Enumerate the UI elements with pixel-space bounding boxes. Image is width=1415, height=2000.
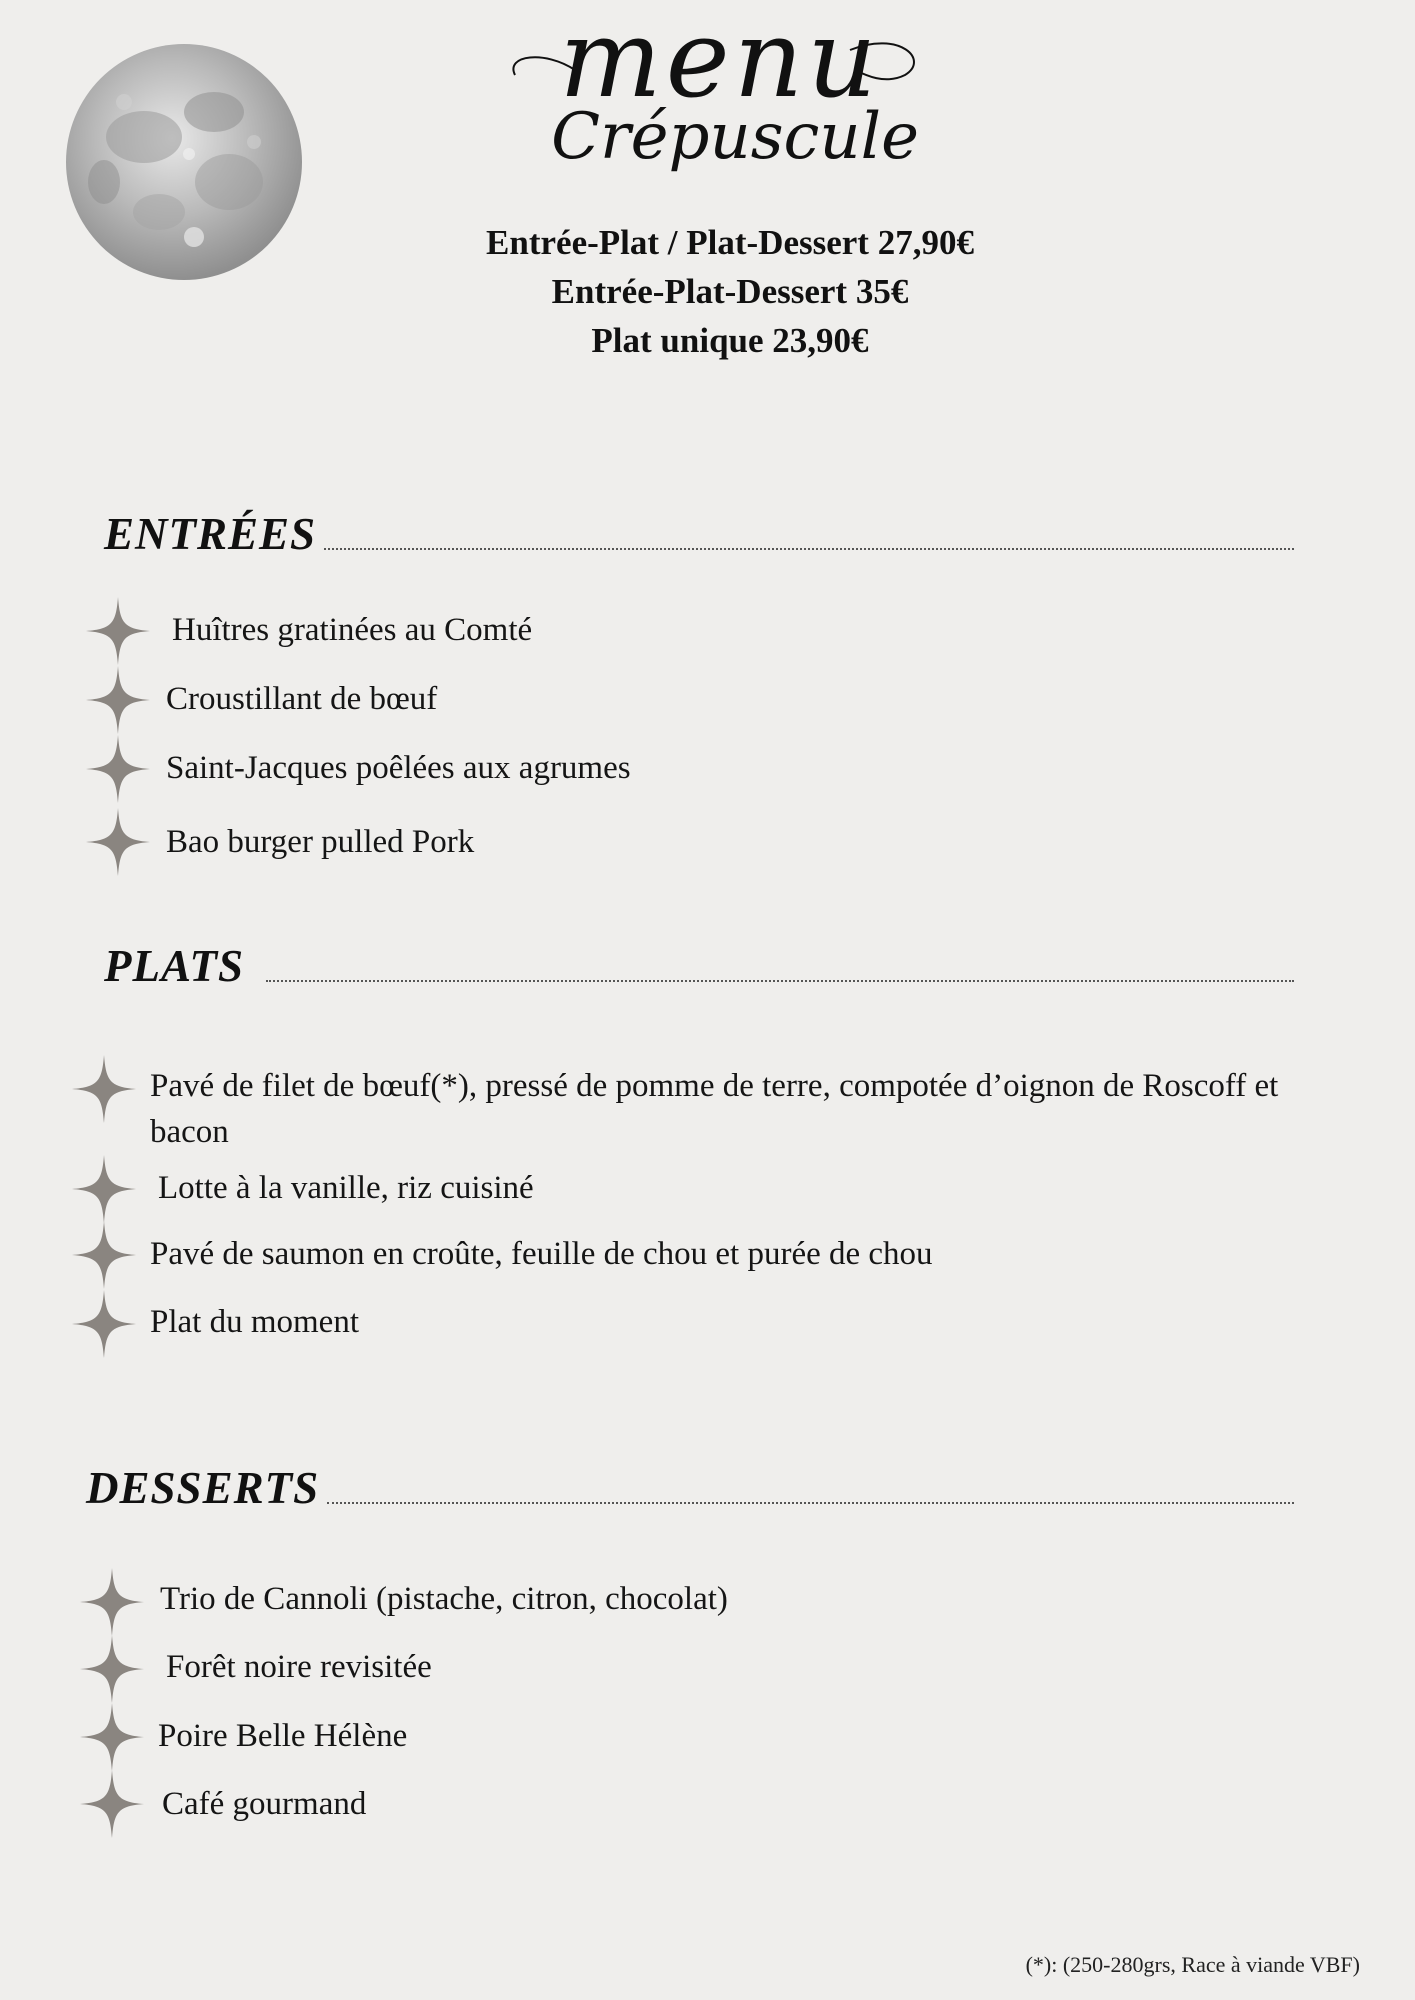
menu-item: Lotte à la vanille, riz cuisiné xyxy=(158,1170,534,1206)
menu-item: Croustillant de bœuf xyxy=(166,681,438,717)
menu-item: Pavé de filet de bœuf(*), pressé de pomme de terre, compotée d’oignon de Roscoff et bacon xyxy=(150,1068,1279,1150)
section-heading-desserts xyxy=(86,1462,1294,1514)
footnote: (*): (250-280grs, Race à viande VBF) xyxy=(1025,1952,1360,1977)
section-title: ENTRÉES xyxy=(104,509,317,559)
menu-item: Trio de Cannoli (pistache, citron, chocolat) xyxy=(160,1581,728,1617)
price-formulas xyxy=(330,218,1130,365)
sparkle-star-icon xyxy=(72,1290,136,1358)
menu-item: Pavé de saumon en croûte, feuille de chou et purée de chou xyxy=(150,1236,933,1272)
price-formula: Entrée-Plat-Dessert 35€ xyxy=(551,272,909,311)
dotted-leader xyxy=(324,548,1294,550)
sparkle-star-icon xyxy=(80,1568,144,1636)
sparkle-star-icon xyxy=(80,1770,144,1838)
sparkle-star-icon xyxy=(80,1703,144,1771)
sparkle-star-icon xyxy=(72,1221,136,1289)
sparkle-star-icon xyxy=(86,597,150,665)
restaurant-name: Crépuscule xyxy=(551,100,919,174)
section-title: DESSERTS xyxy=(86,1463,320,1513)
dotted-leader xyxy=(266,980,1294,982)
price-formula: Entrée-Plat / Plat-Dessert 27,90€ xyxy=(486,223,974,262)
menu-item: Huîtres gratinées au Comté xyxy=(172,612,533,648)
sparkle-star-icon xyxy=(72,1055,136,1123)
dotted-leader xyxy=(327,1502,1294,1504)
sparkle-star-icon xyxy=(86,808,150,876)
section-title: PLATS xyxy=(104,941,245,991)
menu-item: Café gourmand xyxy=(162,1786,367,1822)
sparkle-star-icon xyxy=(80,1635,144,1703)
moon-illustration xyxy=(64,42,304,282)
price-formula: Plat unique 23,90€ xyxy=(591,321,869,360)
menu-item: Saint-Jacques poêlées aux agrumes xyxy=(166,750,631,786)
sparkle-star-icon xyxy=(86,735,150,803)
menu-item: Bao burger pulled Pork xyxy=(166,824,475,860)
section-heading-entrees xyxy=(104,508,1294,560)
menu-item: Poire Belle Hélène xyxy=(158,1718,408,1754)
menu-script-title: menu xyxy=(559,0,881,122)
sparkle-star-icon xyxy=(86,666,150,734)
sparkle-star-icon xyxy=(72,1155,136,1223)
section-heading-plats xyxy=(104,940,1294,992)
menu-item: Plat du moment xyxy=(150,1304,359,1340)
menu-item: Forêt noire revisitée xyxy=(166,1649,432,1685)
